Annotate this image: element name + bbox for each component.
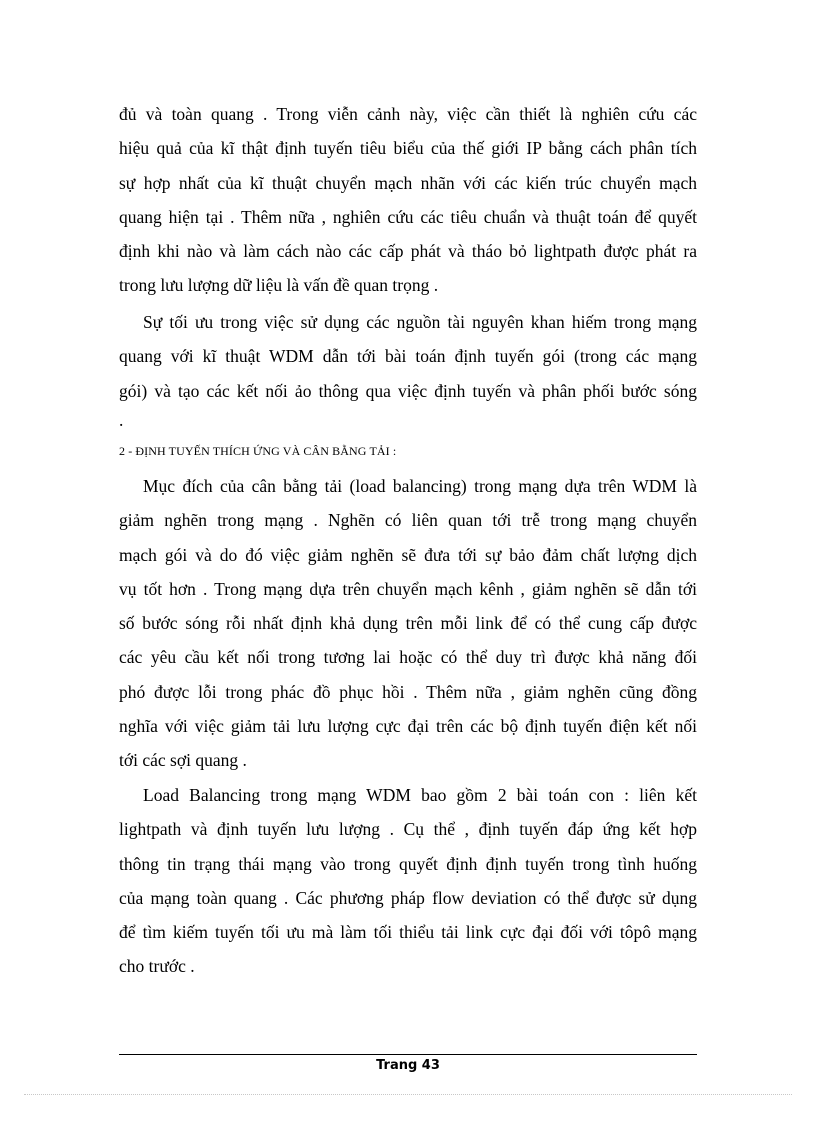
paragraph-line: quang hiện tại . Thêm nữa , nghiên cứu các tiêu chuẩn và thuật toán để quyết xyxy=(119,206,697,227)
paragraph-1 xyxy=(119,97,697,303)
paragraph-line: tới các sợi quang . xyxy=(119,750,247,771)
page-number: Trang 43 xyxy=(376,1058,440,1073)
paragraph-line: gói) và tạo các kết nối ảo thông qua việc định tuyến và phân phối bước sóng xyxy=(119,380,697,401)
paragraph-line: nghĩa với việc giảm tải lưu lượng cực đại trên các bộ định tuyến điện kết nối xyxy=(119,716,697,737)
paragraph-line: phó được lỗi trong phác đồ phục hồi . Thêm nữa , giảm nghẽn cũng đồng xyxy=(119,681,697,702)
paragraph-line: hiệu quả của kĩ thật định tuyến tiêu biểu của thế giới IP bằng cách phân tích xyxy=(119,138,697,159)
paragraph-line: để tìm kiếm tuyến tối ưu mà làm tối thiểu tải link cực đại đối với tôpô mạng xyxy=(119,922,697,943)
paragraph-line: vụ tốt hơn . Trong mạng dựa trên chuyển mạch kênh , giảm nghẽn sẽ dẫn tới xyxy=(119,578,697,599)
paragraph-line: các yêu cầu kết nối trong tương lai hoặc có thể duy trì được khả năng đối xyxy=(119,647,697,668)
paragraph-line: định khi nào và làm cách nào các cấp phát và tháo bỏ lightpath được phát ra xyxy=(119,241,697,262)
paragraph-line: trong lưu lượng dữ liệu là vấn đề quan trọng . xyxy=(119,275,439,296)
paragraph-line: lightpath và định tuyến lưu lượng . Cụ thể , định tuyến đáp ứng kết hợp xyxy=(119,819,697,840)
paragraph-line: của mạng toàn quang . Các phương pháp flow deviation có thể được sử dụng xyxy=(119,887,697,908)
paragraph-4 xyxy=(119,778,697,984)
page-bottom-divider xyxy=(24,1094,792,1095)
paragraph-line: giảm nghẽn trong mạng . Nghẽn có liên quan tới trễ trong mạng chuyển xyxy=(119,510,697,531)
paragraph-line: số bước sóng rỗi nhất định khả dụng trên mỗi link để có thể cung cấp được xyxy=(119,613,697,634)
paragraph-line: cho trước . xyxy=(119,956,195,977)
paragraph-line: Sự tối ưu trong việc sử dụng các nguồn tài nguyên khan hiếm trong mạng xyxy=(143,312,697,332)
paragraph-2 xyxy=(119,305,697,432)
paragraph-line: sự hợp nhất của kĩ thuật chuyển mạch nhãn với các kiến trúc chuyển mạch xyxy=(119,172,697,193)
paragraph-line: thông tin trạng thái mạng vào trong quyết định định tuyến trong tình huống xyxy=(119,853,697,874)
section-heading: 2 - ĐỊNH TUYẾN THÍCH ỨNG VÀ CÂN BẰNG TẢI : xyxy=(119,444,397,458)
paragraph-line: . xyxy=(119,409,124,430)
paragraph-line: Load Balancing trong mạng WDM bao gồm 2 bài toán con : liên kết xyxy=(143,785,697,805)
paragraph-line: mạch gói và do đó việc giảm nghẽn sẽ đưa tới sự bảo đảm chất lượng dịch xyxy=(119,544,697,565)
paragraph-line: đủ và toàn quang . Trong viễn cảnh này, việc cần thiết là nghiên cứu các xyxy=(119,104,697,124)
paragraph-line: Mục đích của cân bằng tải (load balancing) trong mạng dựa trên WDM là xyxy=(143,476,697,496)
paragraph-line: quang với kĩ thuật WDM dẫn tới bài toán định tuyến gói (trong các mạng xyxy=(119,346,697,367)
paragraph-3 xyxy=(119,469,697,778)
footer-divider xyxy=(119,1054,697,1055)
